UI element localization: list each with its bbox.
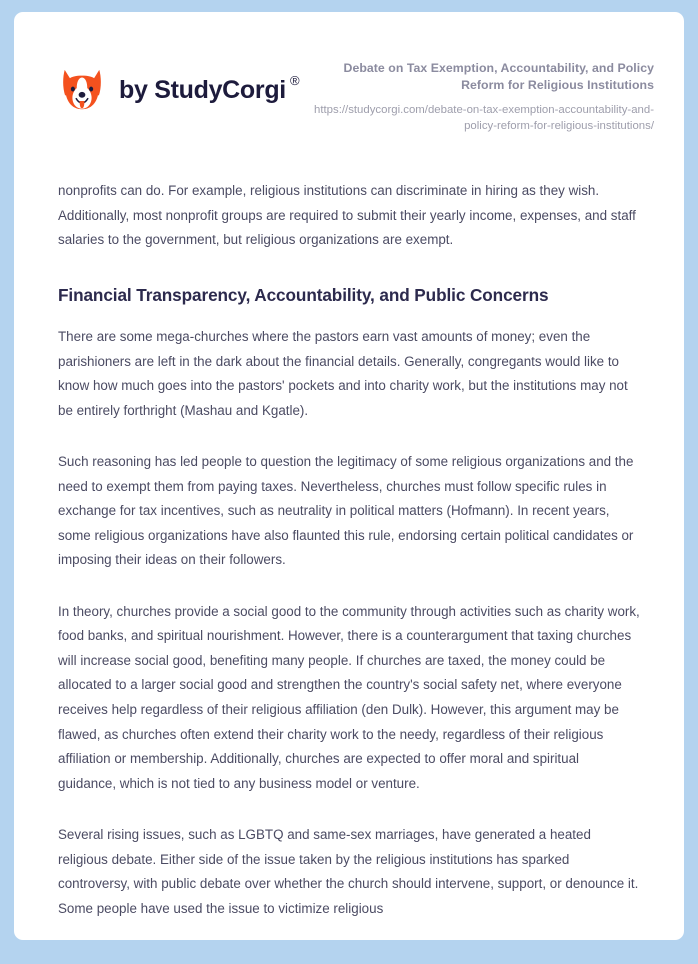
section-heading: Financial Transparency, Accountability, and Public Concerns	[58, 284, 549, 305]
corgi-face-icon	[58, 66, 106, 114]
source-url[interactable]: https://studycorgi.com/debate-on-tax-exemption-accountability-and-policy-reform-for-religious-institutions/	[314, 103, 654, 133]
paragraph-5: Several rising issues, such as LGBTQ and same-sex marriages, have generated a heated religious debate. Either side of the issue taken by the religious institutions has sparked controversy, with public debate over whether the church should intervene, support, or denounce it. Some people have used the issue to victimize religious	[58, 827, 639, 916]
paragraph-1: nonprofits can do. For example, religious institutions can discriminate in hiring as they wish. Additionally, most nonprofit groups are required to submit their yearly income, expenses, and staff salaries to the government, but religious organizations are exempt.	[58, 183, 636, 248]
document-meta	[314, 58, 654, 134]
paragraph-4: In theory, churches provide a social good to the community through activities such as charity work, food banks, and spiritual nourishment. However, there is a counterargument that taxing churches will increase social good, benefiting many people. If churches are taxed, the money could be allocated to a larger social good and strengthen the country's social safety net, where everyone receives help regardless of their religious affiliation (den Dulk). However, this argument may be flawed, as churches often extend their charity work to the needy, regardless of their religious affiliation or membership. Additionally, churches are expected to offer moral and spiritual guidance, which is not tied to any business model or venture.	[58, 603, 640, 791]
paragraph-3: Such reasoning has led people to question the legitimacy of some religious organizations and the need to exempt them from paying taxes. Nevertheless, churches must follow specific rules in exchange for tax incentives, such as neutrality in political matters (Hofmann). In recent years, some religious organizations have also flaunted this rule, endorsing certain political candidates or imposing their ideas on their followers.	[58, 454, 634, 568]
paragraph-2: There are some mega-churches where the pastors earn vast amounts of money; even the parishioners are left in the dark about the financial details. Generally, congregants would like to know how much goes into the pastors' pockets and into charity work, but the institutions may not be entirely forthright (Mashau and Kgatle).	[58, 329, 628, 418]
page-title: Debate on Tax Exemption, Accountability, and Policy Reform for Religious Institutions	[343, 61, 654, 93]
document-body	[14, 179, 684, 921]
brand-wordmark	[119, 72, 300, 104]
registered-trademark-icon: ®	[289, 72, 300, 88]
document-page	[14, 12, 684, 940]
studycorgi-brand[interactable]	[58, 58, 299, 114]
brand-wordmark-text: by StudyCorgi	[119, 75, 286, 104]
document-header	[14, 12, 684, 134]
